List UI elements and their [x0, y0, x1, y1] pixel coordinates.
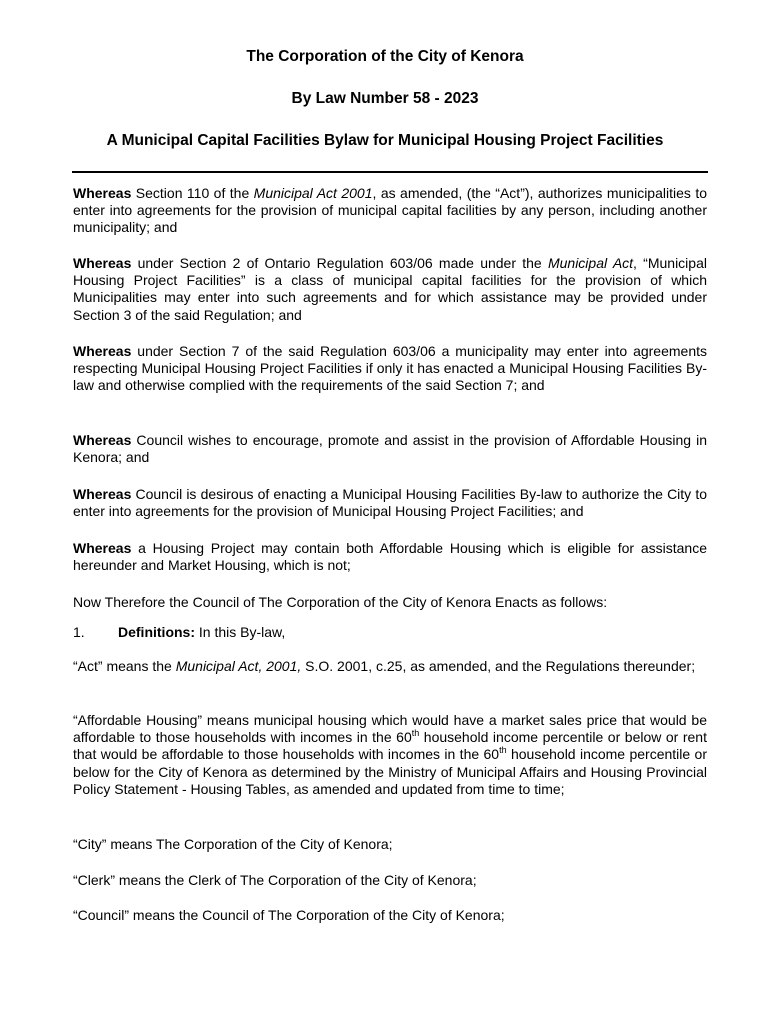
section-title: Definitions:	[118, 624, 195, 640]
definition-text: household income percentile or below for the City of Kenora as determined by the Ministry of Municipal Affairs and Housing Provincial Policy Statement - Housing Tables, as amended and updated from time to time;	[73, 746, 707, 797]
clause-text: Council wishes to encourage, promote and assist in the provision of Affordable Housing in Kenora; and	[73, 432, 707, 466]
definition-council: “Council” means the Council of The Corporation of the City of Kenora;	[73, 907, 505, 923]
definition-clerk: “Clerk” means the Clerk of The Corporation of the City of Kenora;	[73, 872, 477, 888]
section-number: 1.	[73, 624, 85, 640]
whereas-clause-3	[73, 343, 707, 395]
clause-italic: Municipal Act	[547, 255, 634, 271]
whereas-keyword: Whereas	[73, 432, 132, 448]
clause-text: under Section 7 of the said Regulation 603/06 a municipality may enter into agreements respecting Municipal Housing Project Facilities if only it has enacted a Municipal Housing Facilities By-law and otherwise complied with the requirements of the said Section 7; and	[73, 343, 707, 394]
whereas-clause-4	[73, 432, 707, 466]
whereas-keyword: Whereas	[73, 185, 132, 201]
whereas-keyword: Whereas	[73, 486, 132, 502]
clause-italic: Municipal Act 2001	[253, 185, 373, 201]
clause-text: Council is desirous of enacting a Municipal Housing Facilities By-law to authorize the City to enter into agreements for the provision of Municipal Housing Project Facilities; and	[73, 486, 707, 520]
clause-text: Section 110 of the	[131, 185, 254, 201]
bylaw-number: By Law Number 58 - 2023	[291, 90, 479, 107]
bylaw-subject: A Municipal Capital Facilities Bylaw for Municipal Housing Project Facilities	[106, 132, 664, 149]
definition-city: “City” means The Corporation of the City of Kenora;	[73, 836, 393, 852]
whereas-keyword: Whereas	[73, 540, 132, 556]
whereas-keyword: Whereas	[73, 343, 132, 359]
corporation-title: The Corporation of the City of Kenora	[246, 48, 524, 65]
section-intro: In this By-law,	[195, 624, 286, 640]
definition-affordable-housing	[73, 712, 707, 798]
definition-text: “Affordable Housing” means municipal housing which would have a market sales price that would be affordable to those households with incomes in the 60	[73, 712, 707, 746]
whereas-clause-6	[73, 540, 707, 574]
whereas-keyword: Whereas	[73, 255, 132, 271]
enacting-clause: Now Therefore the Council of The Corporation of the City of Kenora Enacts as follows:	[73, 594, 608, 610]
title-divider	[72, 171, 708, 173]
ordinal-suffix: th	[499, 744, 507, 755]
definition-text: S.O. 2001, c.25, as amended, and the Regulations thereunder;	[301, 658, 696, 674]
whereas-clause-5	[73, 486, 707, 520]
definition-term: “Act” means the	[73, 658, 176, 674]
whereas-clause-2	[73, 255, 707, 324]
section-1-heading	[73, 624, 707, 641]
clause-text: a Housing Project may contain both Affordable Housing which is eligible for assistance hereunder and Market Housing, which is not;	[73, 540, 707, 574]
whereas-clause-1	[73, 185, 707, 237]
ordinal-suffix: th	[411, 727, 420, 738]
definition-italic: Municipal Act, 2001,	[175, 658, 302, 674]
clause-text: , “Municipal Housing Project Facilities” is a class of municipal capital facilities for the provision of which Municipalities may enter into such agreements and for which assistance may be provided under Section 3 of the said Regulation; and	[73, 255, 707, 323]
definition-text: household income percentile or below or rent that would be affordable to those households with incomes in the 60	[73, 729, 707, 763]
clause-text: under Section 2 of Ontario Regulation 603/06 made under the	[131, 255, 548, 271]
clause-text: , as amended, (the “Act”), authorizes municipalities to enter into agreements for the provision of municipal capital facilities by any person, including another municipality; and	[73, 185, 707, 236]
definition-act	[73, 658, 707, 675]
